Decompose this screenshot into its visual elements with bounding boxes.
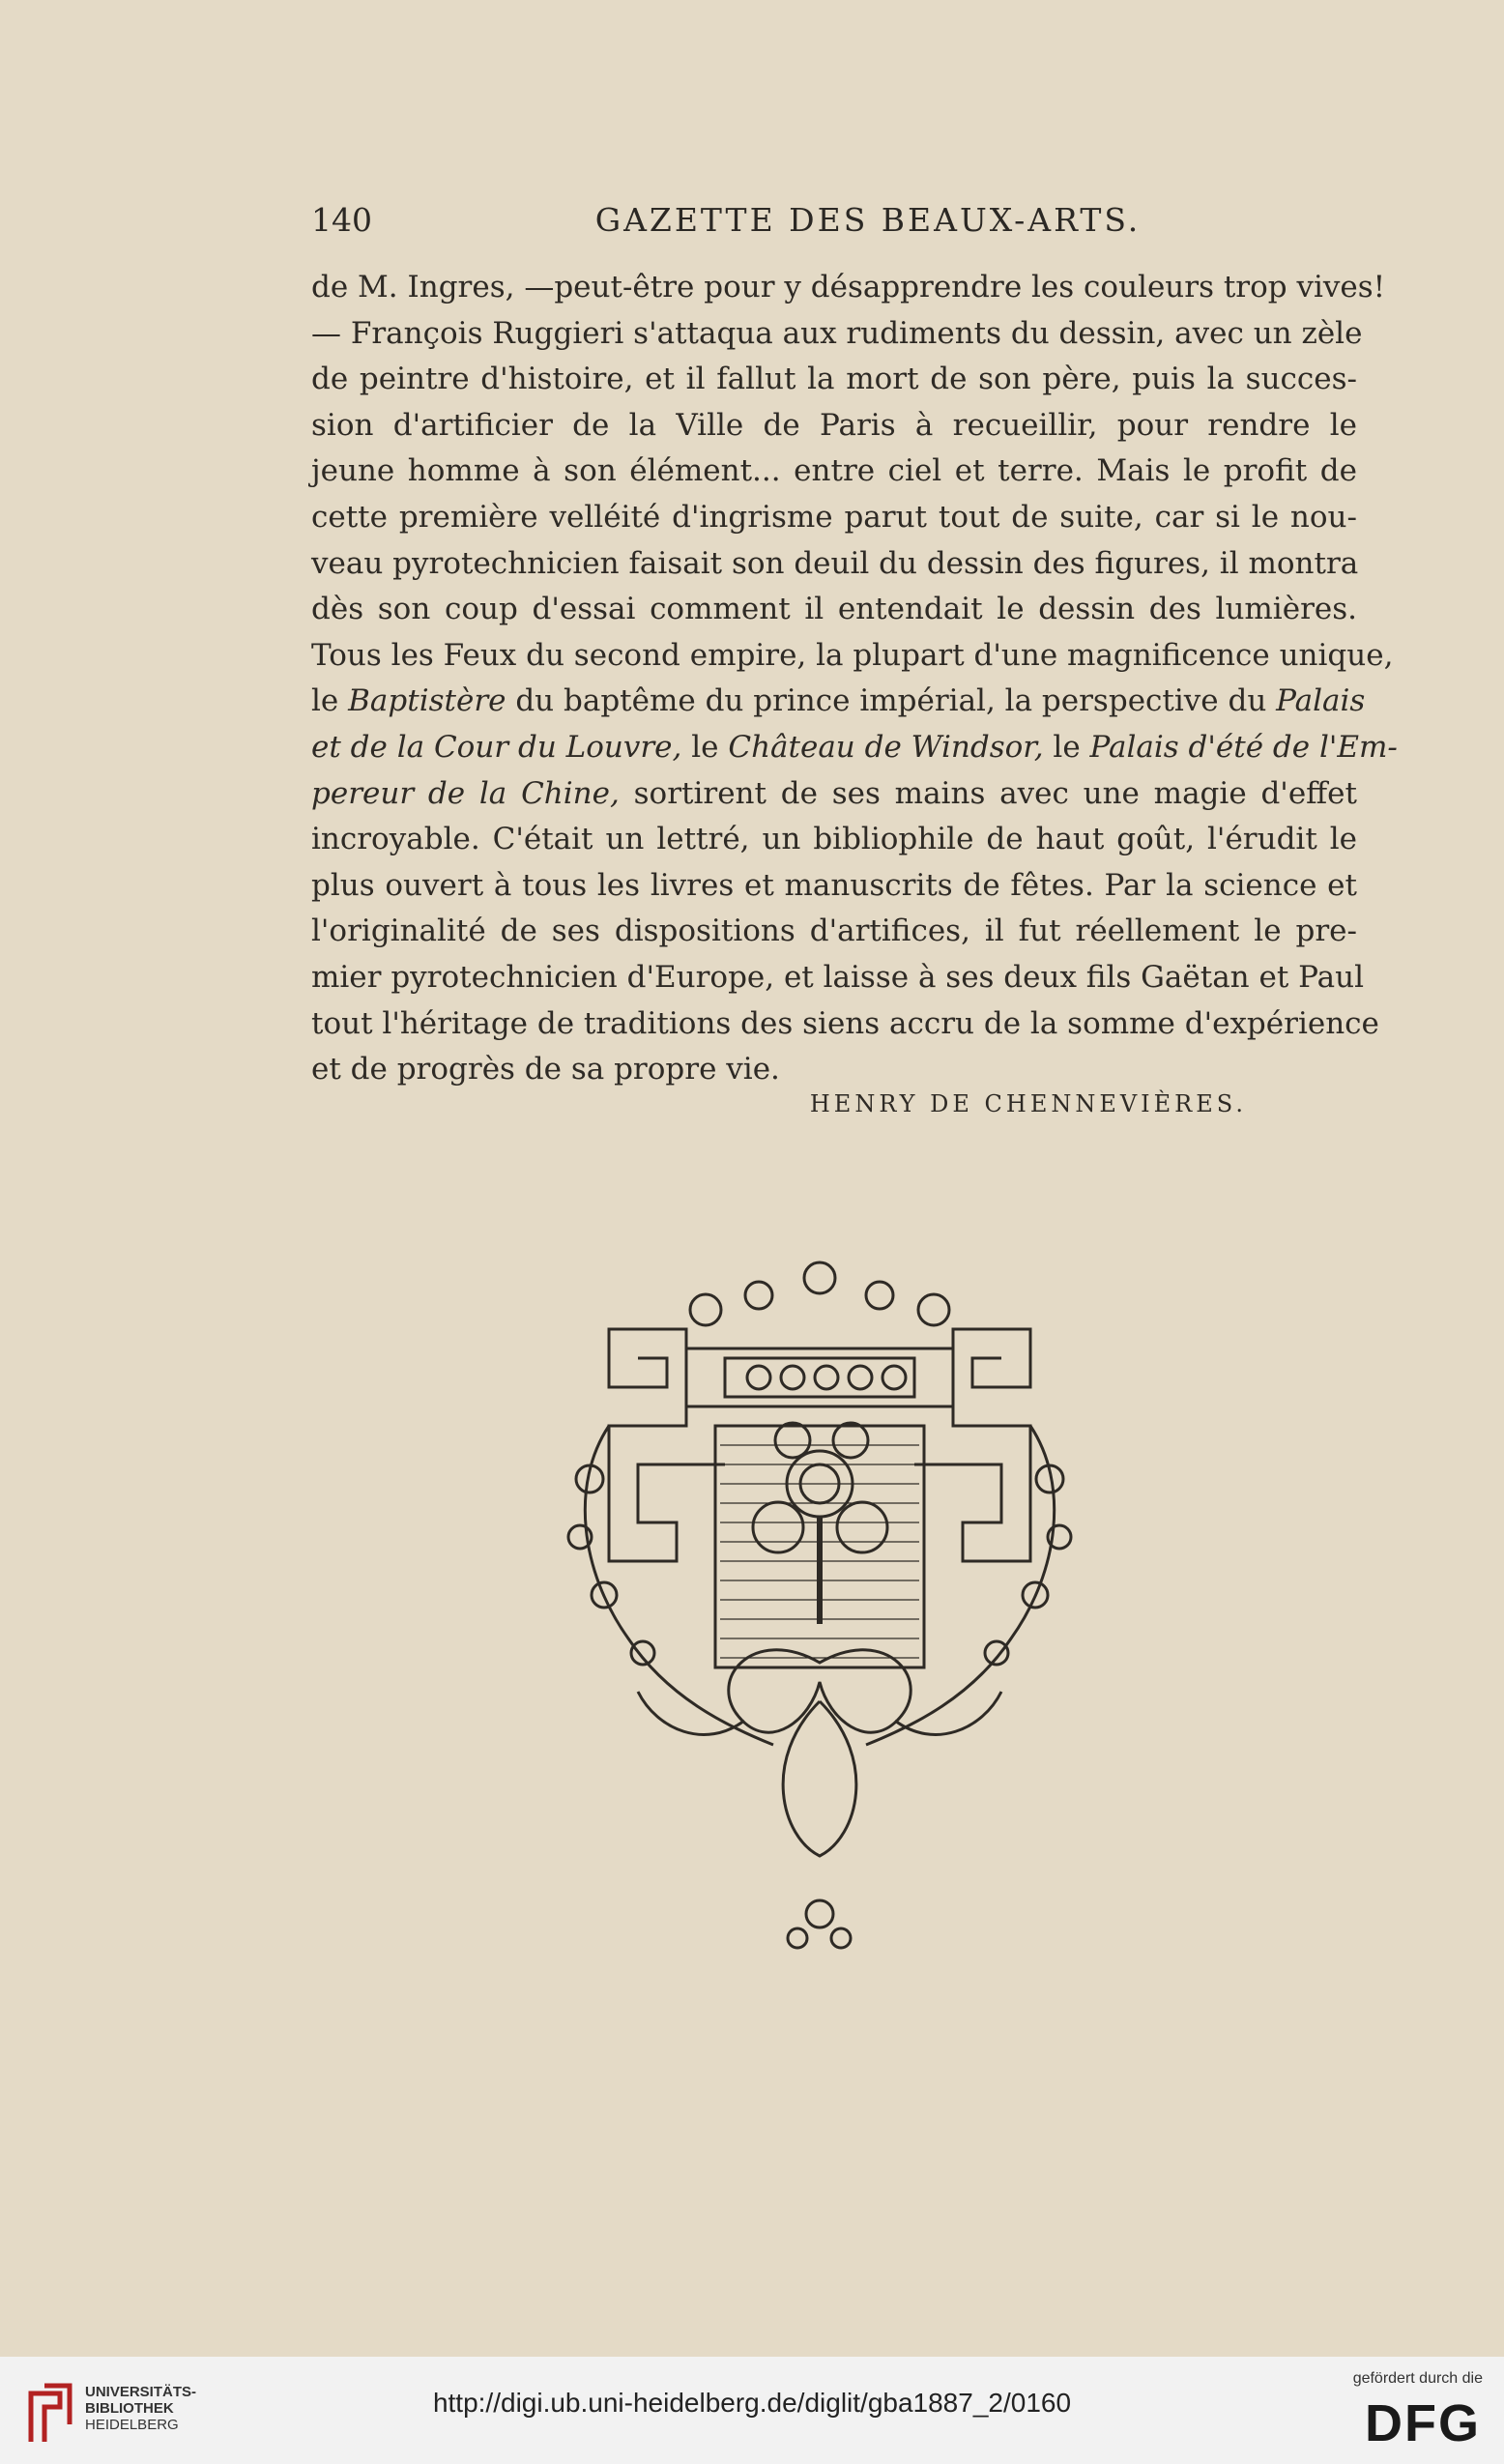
- library-name-line: BIBLIOTHEK: [85, 2400, 174, 2417]
- text-line: et de progrès de sa propre vie.: [311, 1052, 780, 1087]
- text-run: le: [311, 683, 349, 719]
- author-signature: HENRY DE CHENNEVIÈRES.: [809, 1090, 1247, 1117]
- text-line: l'originalité de ses dispositions d'artifices, il fut réellement le pre-: [311, 913, 1357, 949]
- text-line-mixed: [311, 679, 1366, 725]
- article-text: [311, 265, 1398, 1093]
- funder-caption: gefördert durch die: [1352, 2370, 1483, 2387]
- journal-title: GAZETTE DES BEAUX-ARTS.: [594, 201, 1142, 239]
- text-line: incroyable. C'était un lettré, un bibliophile de haut goût, l'érudit le: [311, 822, 1357, 857]
- text-line-mixed: [311, 725, 1398, 771]
- digitization-footer: [0, 2357, 1504, 2464]
- text-line: sion d'artificier de la Ville de Paris à recueillir, pour rendre le: [311, 407, 1357, 443]
- page-number: 140: [311, 201, 372, 239]
- text-run: du baptême du prince impérial, la perspective du: [506, 683, 1277, 719]
- text-run: le: [681, 729, 729, 765]
- dfg-logo: DFG: [1365, 2394, 1481, 2452]
- text-line: — François Ruggieri s'attaqua aux rudiments du dessin, avec un zèle: [311, 315, 1363, 351]
- text-line: de peintre d'histoire, et il fallut la mort de son père, puis la succes-: [311, 362, 1357, 397]
- italic-title: Baptistère: [348, 683, 506, 719]
- floral-cartouche-ornament: [551, 1257, 1088, 1972]
- library-name-line: HEIDELBERG: [85, 2417, 179, 2433]
- text-line: tout l'héritage de traditions des siens accru de la somme d'expérience: [311, 1005, 1379, 1041]
- text-line: jeune homme à son élément... entre ciel et terre. Mais le profit de: [311, 453, 1357, 489]
- italic-title: Palais: [1276, 683, 1366, 719]
- permalink-url[interactable]: http://digi.ub.uni-heidelberg.de/diglit/gba1887_2/0160: [432, 2388, 1072, 2418]
- italic-title: Palais d'été de l'Em-: [1089, 729, 1398, 765]
- text-run: sortirent de ses mains avec une magie d'effet: [619, 775, 1357, 811]
- text-line: cette première velléité d'ingrisme parut tout de suite, car si le nou-: [311, 499, 1357, 535]
- italic-title: Château de Windsor,: [728, 729, 1044, 765]
- text-line: mier pyrotechnicien d'Europe, et laisse à ses deux fils Gaëtan et Paul: [311, 959, 1364, 995]
- italic-title: pereur de la Chine,: [311, 775, 620, 811]
- text-line: plus ouvert à tous les livres et manuscrits de fêtes. Par la science et: [311, 867, 1357, 903]
- italic-title: et de la Cour du Louvre,: [311, 729, 682, 765]
- text-line: dès son coup d'essai comment il entendait le dessin des lumières.: [311, 592, 1357, 627]
- text-line-mixed: [311, 771, 1357, 818]
- running-header: [311, 201, 1357, 251]
- library-name-line: UNIVERSITÄTS-: [85, 2384, 197, 2400]
- text-line: Tous les Feux du second empire, la plupart d'une magnificence unique,: [311, 637, 1394, 673]
- text-line: veau pyrotechnicien faisait son deuil du dessin des figures, il montra: [311, 545, 1359, 581]
- text-run: le: [1043, 729, 1090, 765]
- text-line: de M. Ingres, —peut-être pour y désapprendre les couleurs trop vives!: [311, 270, 1386, 304]
